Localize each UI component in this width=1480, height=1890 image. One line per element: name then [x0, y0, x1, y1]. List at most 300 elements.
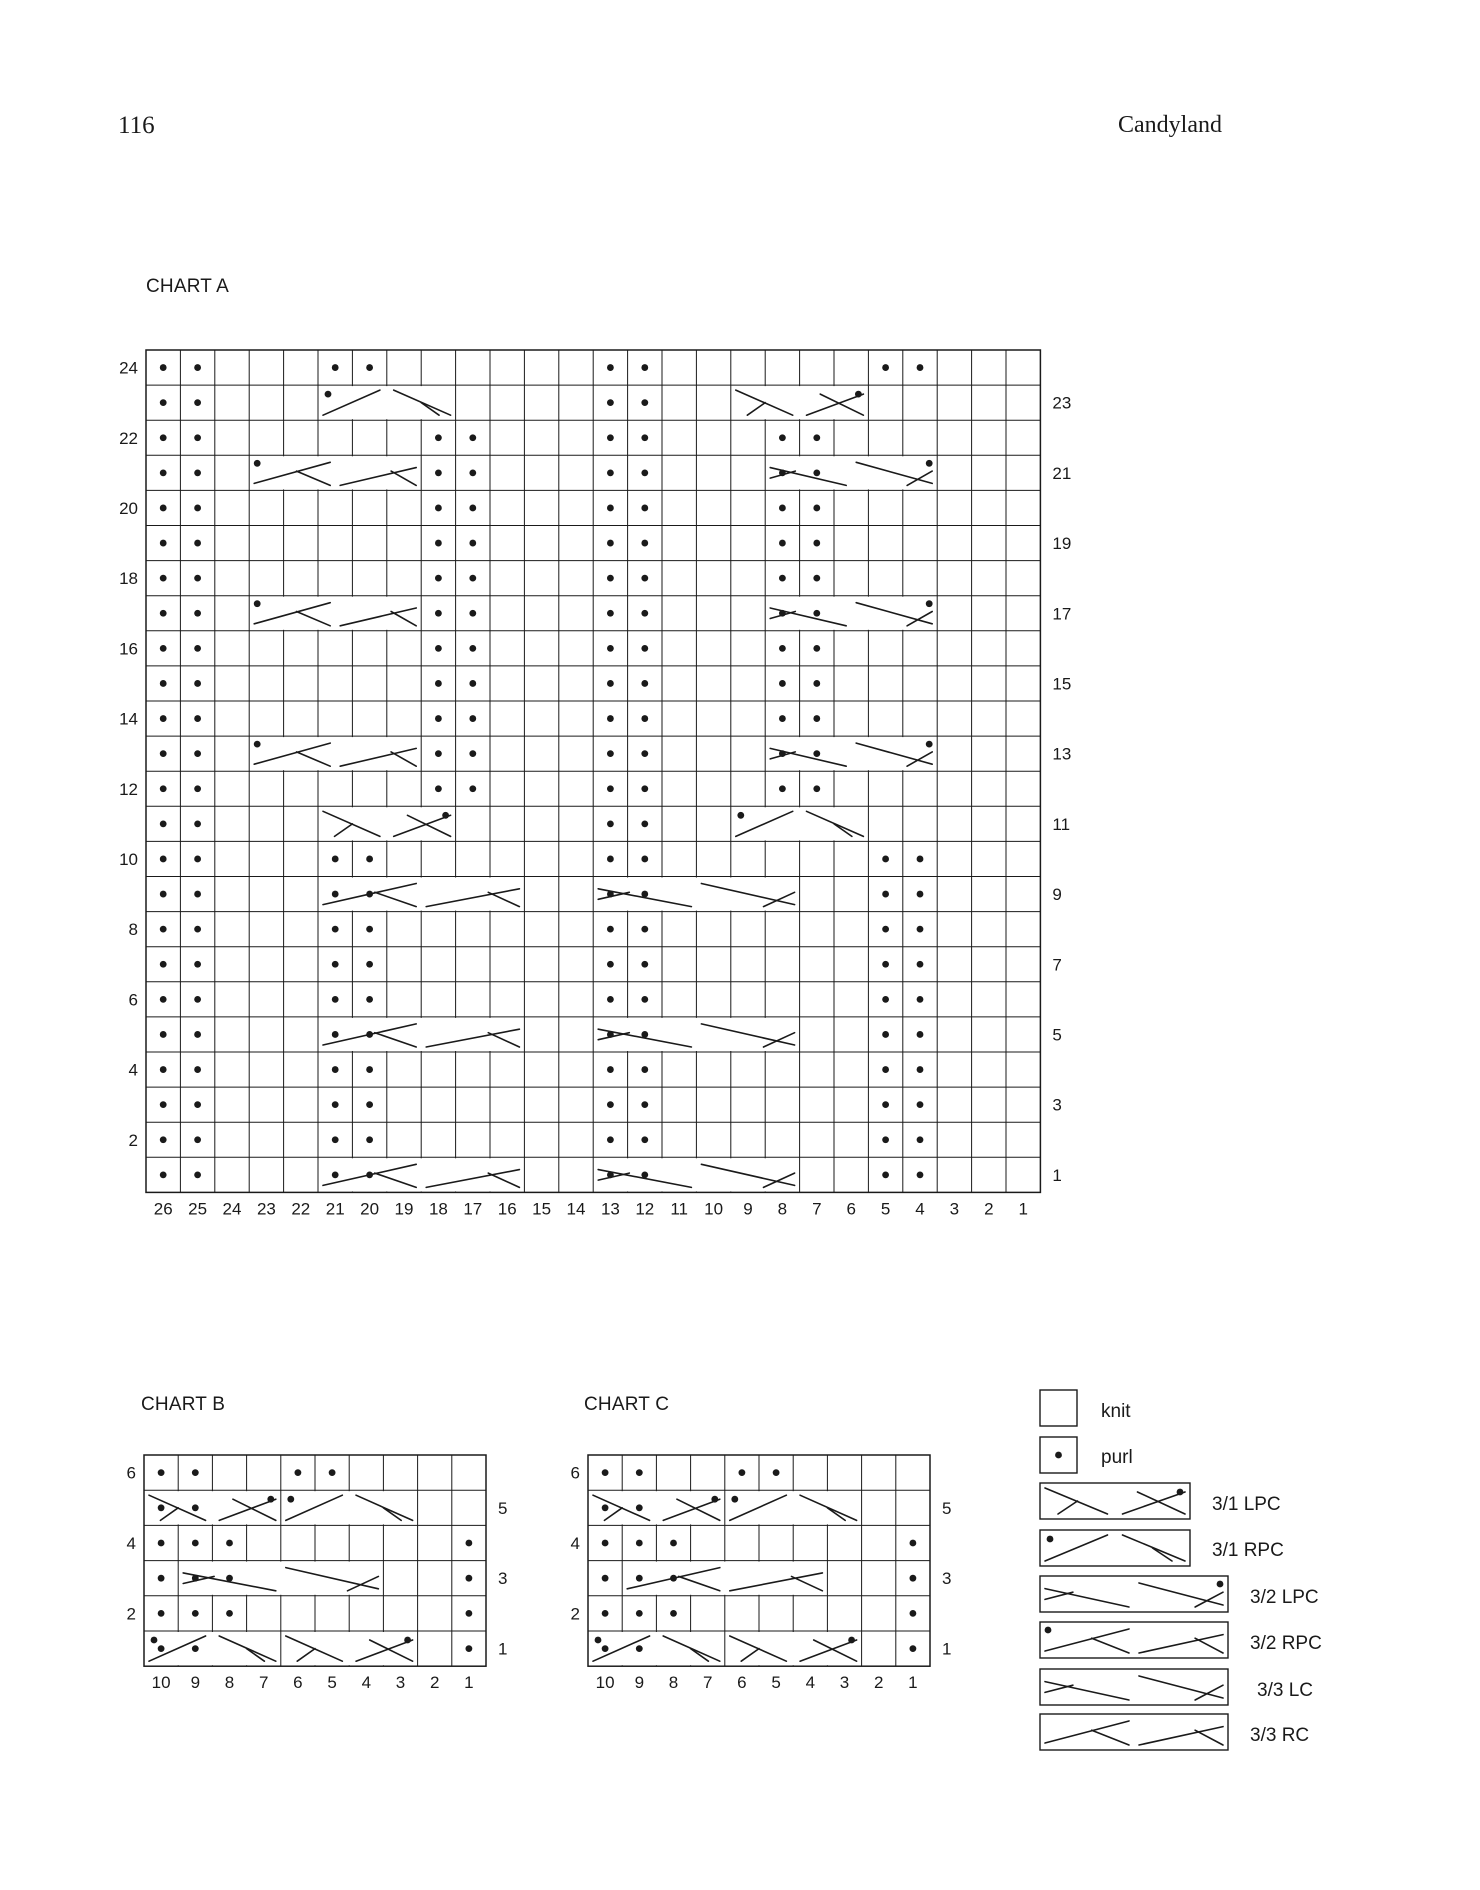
a-purl-r18-c15 — [641, 575, 648, 582]
a-purl-r22-c15 — [641, 434, 648, 441]
a-purl-r15-c15 — [641, 680, 648, 687]
c-purl-r5-c1 — [602, 1504, 609, 1511]
a-purl-r2-c2 — [194, 1136, 201, 1143]
a-cable-32LPC-r13-c4-dot — [926, 741, 933, 748]
a-cable-bg-r11-c6 — [732, 807, 868, 840]
legend-31lpc-label: 3/1 LPC — [1212, 1494, 1281, 1515]
a-purl-r2-c6 — [332, 1136, 339, 1143]
a-col-label: 12 — [635, 1199, 655, 1219]
b-col-label: 1 — [464, 1673, 474, 1693]
a-purl-r12-c19 — [779, 785, 786, 792]
a-col-label: 7 — [812, 1199, 822, 1219]
a-purl-r4-c14 — [607, 1066, 614, 1073]
b-purl-r6-c2 — [192, 1469, 199, 1476]
page-number: 116 — [118, 112, 155, 139]
b-row-label: 5 — [498, 1498, 508, 1518]
b-col-label: 8 — [224, 1673, 235, 1693]
a-purl-r2-c1 — [160, 1136, 167, 1143]
c-cable-31LPC-r5-c7-dot — [711, 1496, 718, 1503]
a-cable-32RPC-r21-c19-dot — [254, 460, 261, 467]
a-purl-r13-c9 — [435, 750, 442, 757]
c-purl-r6-c2 — [636, 1469, 643, 1476]
a-purl-r11-c2 — [194, 820, 201, 827]
c-purl-r4-c1 — [602, 1540, 609, 1547]
c-col-label: 9 — [634, 1673, 645, 1693]
b-col-label: 7 — [258, 1673, 269, 1693]
b-purl-r6-c1 — [158, 1469, 165, 1476]
b-col-label: 6 — [293, 1673, 303, 1693]
c-purl-r6-c6 — [773, 1469, 780, 1476]
a-row-label: 9 — [1052, 885, 1062, 905]
a-purl-r23-c2 — [194, 399, 201, 406]
b-purl-r1-c1 — [158, 1645, 165, 1652]
a-purl-r18-c14 — [607, 575, 614, 582]
c-col-label: 2 — [873, 1673, 884, 1693]
a-col-label: 8 — [777, 1199, 788, 1219]
a-purl-r2-c22 — [882, 1136, 889, 1143]
a-purl-r18-c19 — [779, 575, 786, 582]
a-purl-r15-c1 — [160, 680, 167, 687]
a-purl-r3-c1 — [160, 1101, 167, 1108]
a-purl-r7-c23 — [917, 961, 924, 968]
a-cable-32RPC-r17-c19-dot — [254, 600, 261, 607]
a-purl-r20-c20 — [813, 505, 820, 512]
a-purl-r5-c23 — [917, 1031, 924, 1038]
b-purl-r3-c1 — [158, 1575, 165, 1582]
a-purl-r10-c2 — [194, 856, 201, 863]
b-cable-bg-r5-c3 — [282, 1491, 417, 1524]
a-purl-r16-c1 — [160, 645, 167, 652]
a-purl-r1-c6 — [332, 1171, 339, 1178]
a-purl-r19-c14 — [607, 540, 614, 547]
a-purl-r24-c15 — [641, 364, 648, 371]
a-purl-r4-c2 — [194, 1066, 201, 1073]
a-purl-r22-c14 — [607, 434, 614, 441]
a-purl-r18-c20 — [813, 575, 820, 582]
a-purl-r23-c14 — [607, 399, 614, 406]
b-purl-r4-c1 — [158, 1540, 165, 1547]
a-purl-r14-c10 — [469, 715, 476, 722]
a-purl-r15-c9 — [435, 680, 442, 687]
a-row-label: 16 — [119, 639, 138, 659]
a-purl-r5-c1 — [160, 1031, 167, 1038]
a-purl-r3-c2 — [194, 1101, 201, 1108]
a-purl-r19-c19 — [779, 540, 786, 547]
a-purl-r14-c2 — [194, 715, 201, 722]
a-purl-r20-c14 — [607, 505, 614, 512]
legend-cable-bg-r1-c1 — [1041, 1484, 1189, 1518]
c-purl-r5-c2 — [636, 1504, 643, 1511]
a-col-label: 20 — [360, 1199, 380, 1219]
legend-cable-32RPC-r1-c1-dot — [1045, 1627, 1052, 1634]
a-row-label: 4 — [128, 1060, 138, 1080]
a-purl-r6-c22 — [882, 996, 889, 1003]
a-purl-r22-c1 — [160, 434, 167, 441]
a-col-label: 15 — [532, 1199, 552, 1219]
a-cable-32LPC-r21-c4-dot — [926, 460, 933, 467]
a-purl-r7-c6 — [332, 961, 339, 968]
a-purl-r6-c6 — [332, 996, 339, 1003]
b-row-label: 2 — [126, 1604, 136, 1624]
a-col-label: 5 — [880, 1199, 891, 1219]
c-cable-bg-r1-c7 — [589, 1632, 724, 1665]
a-purl-r24-c6 — [332, 364, 339, 371]
a-row-label: 10 — [119, 849, 138, 869]
a-purl-r13-c19 — [779, 750, 786, 757]
a-purl-r20-c19 — [779, 505, 786, 512]
a-purl-r17-c1 — [160, 610, 167, 617]
a-purl-r16-c20 — [813, 645, 820, 652]
legend-purl-label: purl — [1101, 1447, 1133, 1468]
a-col-label: 3 — [949, 1199, 960, 1219]
a-purl-r19-c20 — [813, 540, 820, 547]
c-row-label: 3 — [942, 1569, 952, 1589]
a-purl-r21-c20 — [813, 469, 820, 476]
a-purl-r18-c9 — [435, 575, 442, 582]
a-purl-r3-c14 — [607, 1101, 614, 1108]
a-row-label: 8 — [128, 920, 138, 940]
a-purl-r24-c23 — [917, 364, 924, 371]
a-row-label: 14 — [119, 709, 138, 729]
a-purl-r14-c15 — [641, 715, 648, 722]
a-purl-r17-c15 — [641, 610, 648, 617]
a-purl-r7-c1 — [160, 961, 167, 968]
c-col-label: 10 — [595, 1673, 615, 1693]
a-purl-r4-c7 — [366, 1066, 373, 1073]
a-cable-bg-r23-c6 — [732, 386, 868, 419]
b-cable-31RPC-r1-c7-dot — [151, 1637, 158, 1644]
chart-c-title: CHART C — [584, 1394, 670, 1415]
a-purl-r9-c15 — [641, 891, 648, 898]
legend-knit-symbol — [1040, 1390, 1077, 1426]
a-purl-r9-c22 — [882, 891, 889, 898]
b-purl-r3-c2 — [192, 1575, 199, 1582]
c-purl-r6-c5 — [739, 1469, 746, 1476]
c-col-label: 5 — [771, 1673, 781, 1693]
legend-32lpc-label: 3/2 LPC — [1250, 1587, 1319, 1608]
a-col-label: 25 — [188, 1199, 208, 1219]
a-col-label: 23 — [256, 1199, 276, 1219]
b-purl-r6-c5 — [295, 1469, 302, 1476]
c-row-label: 6 — [570, 1463, 580, 1483]
a-purl-r1-c2 — [194, 1171, 201, 1178]
a-purl-r1-c23 — [917, 1171, 924, 1178]
a-purl-r13-c1 — [160, 750, 167, 757]
a-purl-r10-c22 — [882, 856, 889, 863]
legend-cable-32LPC-r1-c1-dot — [1217, 1581, 1224, 1588]
a-purl-r7-c7 — [366, 961, 373, 968]
a-purl-r17-c10 — [469, 610, 476, 617]
a-purl-r21-c19 — [779, 469, 786, 476]
a-purl-r4-c23 — [917, 1066, 924, 1073]
a-purl-r22-c2 — [194, 434, 201, 441]
a-purl-r3-c6 — [332, 1101, 339, 1108]
a-purl-r17-c19 — [779, 610, 786, 617]
a-cable-31LPC-r23-c6-dot — [855, 391, 862, 398]
legend-32rpc-label: 3/2 RPC — [1250, 1633, 1322, 1654]
c-col-label: 1 — [908, 1673, 918, 1693]
a-purl-r8-c7 — [366, 926, 373, 933]
a-purl-r7-c15 — [641, 961, 648, 968]
c-purl-r2-c2 — [636, 1610, 643, 1617]
a-purl-r8-c23 — [917, 926, 924, 933]
c-row-label: 4 — [570, 1534, 580, 1553]
c-purl-r3-c2 — [636, 1575, 643, 1582]
a-cable-bg-r11-c18 — [319, 807, 455, 840]
a-purl-r5-c14 — [607, 1031, 614, 1038]
a-purl-r19-c2 — [194, 540, 201, 547]
a-purl-r23-c15 — [641, 399, 648, 406]
a-cable-31LPC-r11-c18-dot — [442, 812, 449, 819]
book-title: Candyland — [1118, 112, 1222, 138]
a-purl-r16-c2 — [194, 645, 201, 652]
a-row-label: 24 — [119, 358, 138, 378]
b-purl-r4-c3 — [226, 1540, 233, 1547]
a-purl-r7-c2 — [194, 961, 201, 968]
a-purl-r24-c14 — [607, 364, 614, 371]
a-purl-r20-c9 — [435, 505, 442, 512]
legend-31rpc-label: 3/1 RPC — [1212, 1540, 1284, 1561]
a-purl-r12-c15 — [641, 785, 648, 792]
a-purl-r15-c2 — [194, 680, 201, 687]
b-row-label: 6 — [126, 1463, 136, 1483]
b-purl-r1-c2 — [192, 1645, 199, 1652]
a-purl-r10-c14 — [607, 856, 614, 863]
b-cable-31LPC-r5-c7-dot — [267, 1496, 274, 1503]
c-purl-r3-c10 — [910, 1575, 917, 1582]
a-row-label: 18 — [119, 569, 138, 589]
a-row-label: 2 — [128, 1130, 138, 1150]
c-purl-r3-c1 — [602, 1575, 609, 1582]
a-col-label: 2 — [984, 1199, 994, 1219]
a-purl-r3-c15 — [641, 1101, 648, 1108]
a-col-label: 17 — [463, 1199, 483, 1219]
a-purl-r16-c9 — [435, 645, 442, 652]
a-purl-r1-c7 — [366, 1171, 373, 1178]
a-purl-r13-c14 — [607, 750, 614, 757]
a-purl-r21-c2 — [194, 469, 201, 476]
a-purl-r4-c1 — [160, 1066, 167, 1073]
a-purl-r9-c14 — [607, 891, 614, 898]
a-purl-r17-c9 — [435, 610, 442, 617]
a-col-label: 26 — [153, 1199, 173, 1219]
a-purl-r1-c1 — [160, 1171, 167, 1178]
a-row-label: 7 — [1052, 955, 1062, 975]
a-purl-r5-c2 — [194, 1031, 201, 1038]
a-cable-31RPC-r11-c6-dot — [737, 812, 744, 819]
a-purl-r14-c14 — [607, 715, 614, 722]
a-purl-r12-c9 — [435, 785, 442, 792]
b-col-label: 2 — [429, 1673, 440, 1693]
a-purl-r6-c15 — [641, 996, 648, 1003]
a-row-label: 13 — [1052, 744, 1072, 764]
b-purl-r3-c10 — [466, 1575, 473, 1582]
a-purl-r21-c14 — [607, 469, 614, 476]
c-col-label: 6 — [737, 1673, 747, 1693]
a-purl-r12-c2 — [194, 785, 201, 792]
a-purl-r5-c7 — [366, 1031, 373, 1038]
c-purl-r2-c1 — [602, 1610, 609, 1617]
a-purl-r21-c9 — [435, 469, 442, 476]
a-row-label: 5 — [1052, 1025, 1062, 1045]
c-purl-r1-c1 — [602, 1645, 609, 1652]
c-col-label: 7 — [702, 1673, 713, 1693]
a-purl-r22-c9 — [435, 434, 442, 441]
a-purl-r9-c23 — [917, 891, 924, 898]
a-purl-r12-c10 — [469, 785, 476, 792]
a-col-label: 10 — [704, 1199, 724, 1219]
legend-knit-label: knit — [1101, 1401, 1131, 1422]
b-col-label: 5 — [327, 1673, 337, 1693]
a-purl-r10-c1 — [160, 856, 167, 863]
c-row-label: 2 — [570, 1604, 580, 1624]
a-col-label: 21 — [325, 1199, 345, 1219]
b-cable-31RPC-r5-c3-dot — [287, 1496, 294, 1503]
a-purl-r9-c2 — [194, 891, 201, 898]
a-purl-r22-c10 — [469, 434, 476, 441]
a-purl-r22-c19 — [779, 434, 786, 441]
a-purl-r5-c6 — [332, 1031, 339, 1038]
b-purl-r1-c10 — [466, 1645, 473, 1652]
b-purl-r3-c3 — [226, 1575, 233, 1582]
a-purl-r4-c22 — [882, 1066, 889, 1073]
a-purl-r15-c10 — [469, 680, 476, 687]
b-col-label: 3 — [395, 1673, 406, 1693]
b-purl-r2-c1 — [158, 1610, 165, 1617]
c-purl-r4-c2 — [636, 1540, 643, 1547]
a-purl-r21-c15 — [641, 469, 648, 476]
b-col-label: 9 — [190, 1673, 201, 1693]
c-cable-31LPC-r1-c3-dot — [848, 1637, 855, 1644]
a-purl-r20-c15 — [641, 505, 648, 512]
a-purl-r8-c15 — [641, 926, 648, 933]
a-purl-r18-c1 — [160, 575, 167, 582]
a-purl-r11-c14 — [607, 820, 614, 827]
c-purl-r6-c1 — [602, 1469, 609, 1476]
b-row-label: 3 — [498, 1569, 508, 1589]
c-purl-r1-c10 — [910, 1645, 917, 1652]
a-row-label: 19 — [1052, 534, 1072, 554]
a-purl-r13-c2 — [194, 750, 201, 757]
a-purl-r14-c20 — [813, 715, 820, 722]
c-row-label: 5 — [942, 1498, 952, 1518]
a-purl-r2-c23 — [917, 1136, 924, 1143]
a-purl-r20-c1 — [160, 505, 167, 512]
c-col-label: 4 — [805, 1673, 816, 1693]
a-row-label: 15 — [1052, 674, 1072, 694]
a-purl-r14-c19 — [779, 715, 786, 722]
b-cable-31LPC-r1-c3-dot — [404, 1637, 411, 1644]
a-purl-r24-c7 — [366, 364, 373, 371]
a-row-label: 23 — [1052, 393, 1072, 413]
a-purl-r21-c1 — [160, 469, 167, 476]
a-purl-r19-c15 — [641, 540, 648, 547]
b-cable-bg-r1-c3 — [282, 1632, 417, 1665]
a-purl-r2-c14 — [607, 1136, 614, 1143]
a-col-label: 11 — [670, 1199, 689, 1219]
legend-cable-bg-r1-c1 — [1041, 1531, 1189, 1565]
a-purl-r6-c23 — [917, 996, 924, 1003]
a-purl-r22-c20 — [813, 434, 820, 441]
a-purl-r12-c14 — [607, 785, 614, 792]
a-purl-r19-c10 — [469, 540, 476, 547]
a-purl-r7-c22 — [882, 961, 889, 968]
a-purl-r9-c1 — [160, 891, 167, 898]
a-purl-r3-c23 — [917, 1101, 924, 1108]
a-col-label: 9 — [743, 1199, 753, 1219]
a-purl-r20-c10 — [469, 505, 476, 512]
a-purl-r18-c2 — [194, 575, 201, 582]
legend-cable-31RPC-r1-c1-dot — [1047, 1536, 1054, 1543]
c-col-label: 8 — [668, 1673, 679, 1693]
b-purl-r5-c1 — [158, 1504, 165, 1511]
a-col-label: 18 — [428, 1199, 448, 1219]
a-purl-r17-c20 — [813, 610, 820, 617]
c-purl-r1-c2 — [636, 1645, 643, 1652]
a-purl-r16-c10 — [469, 645, 476, 652]
a-purl-r2-c7 — [366, 1136, 373, 1143]
legend-cable-31LPC-r1-c1-dot — [1177, 1489, 1184, 1496]
a-purl-r10-c7 — [366, 856, 373, 863]
a-purl-r2-c15 — [641, 1136, 648, 1143]
b-col-label: 4 — [361, 1673, 372, 1693]
a-purl-r23-c1 — [160, 399, 167, 406]
b-purl-r5-c2 — [192, 1504, 199, 1511]
a-cable-31RPC-r23-c18-dot — [325, 391, 332, 398]
a-purl-r13-c20 — [813, 750, 820, 757]
a-purl-r6-c2 — [194, 996, 201, 1003]
b-col-label: 10 — [151, 1673, 171, 1693]
a-purl-r7-c14 — [607, 961, 614, 968]
a-purl-r1-c15 — [641, 1171, 648, 1178]
c-purl-r4-c3 — [670, 1540, 677, 1547]
a-purl-r13-c15 — [641, 750, 648, 757]
a-col-label: 1 — [1018, 1199, 1028, 1219]
c-cable-31RPC-r5-c3-dot — [731, 1496, 738, 1503]
a-purl-r10-c6 — [332, 856, 339, 863]
a-purl-r18-c10 — [469, 575, 476, 582]
c-cable-31RPC-r1-c7-dot — [595, 1637, 602, 1644]
a-col-label: 16 — [497, 1199, 517, 1219]
b-purl-r4-c2 — [192, 1540, 199, 1547]
legend-33lc-label: 3/3 LC — [1257, 1680, 1313, 1701]
a-cable-32LPC-r17-c4-dot — [926, 600, 933, 607]
a-purl-r24-c1 — [160, 364, 167, 371]
b-row-label: 4 — [126, 1534, 136, 1553]
a-purl-r3-c22 — [882, 1101, 889, 1108]
c-col-label: 3 — [839, 1673, 850, 1693]
a-purl-r5-c15 — [641, 1031, 648, 1038]
a-purl-r24-c22 — [882, 364, 889, 371]
a-purl-r12-c1 — [160, 785, 167, 792]
c-cable-bg-r5-c7 — [589, 1491, 724, 1524]
a-col-label: 6 — [846, 1199, 856, 1219]
a-row-label: 12 — [119, 779, 138, 799]
a-purl-r8-c2 — [194, 926, 201, 933]
a-purl-r10-c23 — [917, 856, 924, 863]
a-col-label: 24 — [222, 1199, 242, 1219]
a-purl-r11-c1 — [160, 820, 167, 827]
a-row-label: 22 — [119, 428, 138, 448]
a-purl-r8-c6 — [332, 926, 339, 933]
a-purl-r9-c6 — [332, 891, 339, 898]
c-cable-bg-r5-c3 — [726, 1491, 861, 1524]
a-purl-r13-c10 — [469, 750, 476, 757]
a-col-label: 22 — [291, 1199, 311, 1219]
a-purl-r19-c1 — [160, 540, 167, 547]
c-purl-r2-c10 — [910, 1610, 917, 1617]
a-purl-r12-c20 — [813, 785, 820, 792]
